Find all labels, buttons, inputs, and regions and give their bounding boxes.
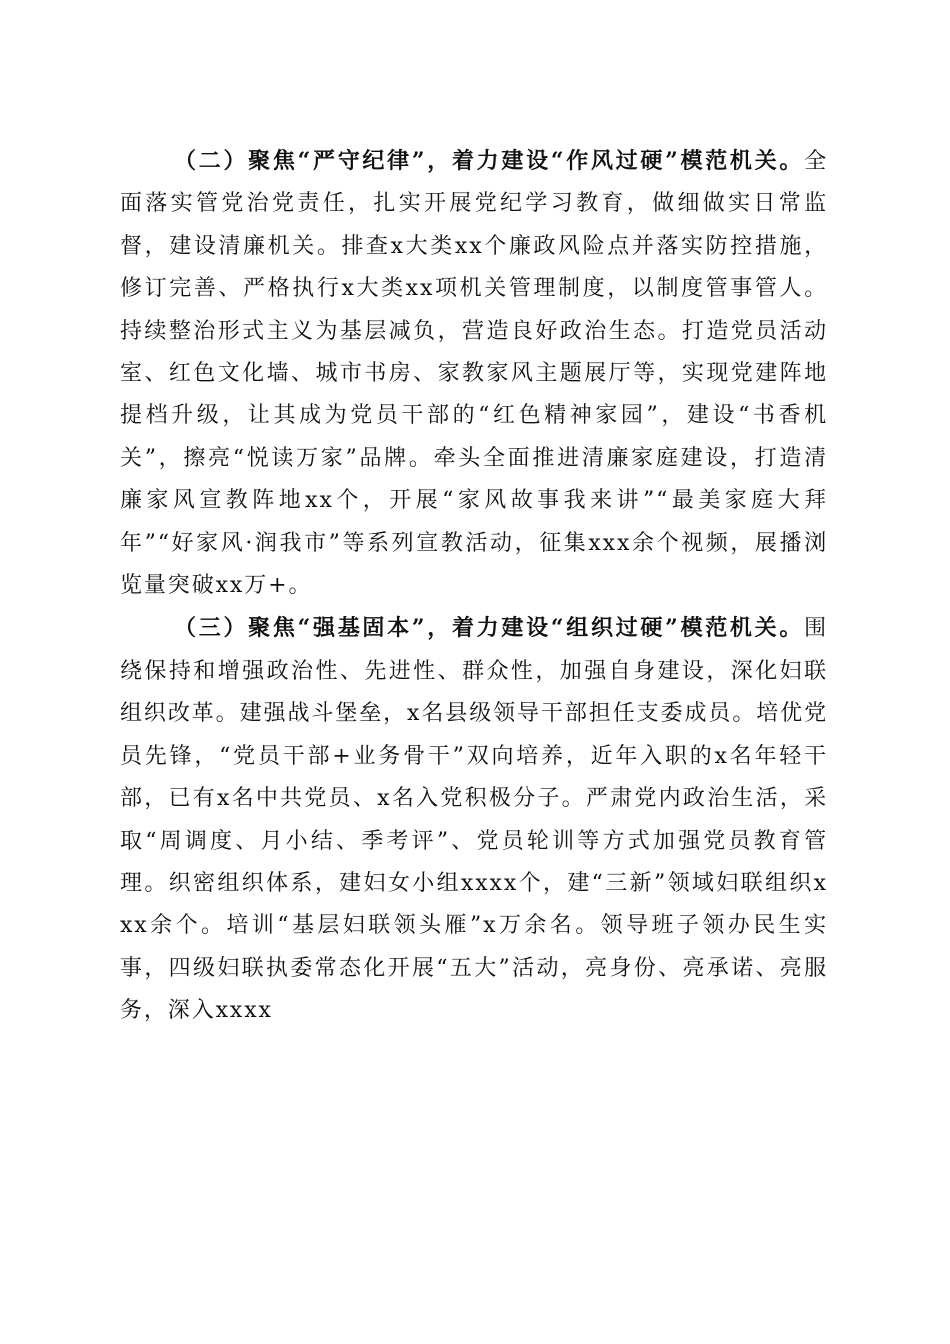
- paragraph-heading: （二）聚焦“严守纪律”，着力建设“作风过硬”模范机关。: [174, 148, 805, 174]
- paragraph-heading: （三）聚焦“强基固本”，着力建设“组织过硬”模范机关。: [174, 615, 805, 642]
- paragraph-discipline: [120, 140, 828, 607]
- paragraph-text: 全面落实管党治党责任，扎实开展党纪学习教育，做细做实日常监督，建设清廉机关。排查x大类xx个廉政风险点并落实防控措施，修订完善、严格执行x大类xx项机关管理制度，以制度管事管人。持续整治形式主义为基层减负，营造良好政治生态。打造党员活动室、红色文化墙、城市书房、家教家风主题展厅等，实现党建阵地提档升级，让其成为党员干部的“红色精神家园”，建设“书香机关”，擦亮“悦读万家”品牌。牵头全面推进清廉家庭建设，打造清廉家风宣教阵地xx个，开展“家风故事我来讲”“最美家庭大拜年”“好家风·润我市”等系列宣教活动，征集xxx余个视频，展播浏览量突破xx万+。: [120, 149, 828, 599]
- document-body: [120, 140, 828, 1033]
- paragraph-text: 围绕保持和增强政治性、先进性、群众性，加强自身建设，深化妇联组织改革。建强战斗堡垒，x名县级领导干部担任支委成员。培优党员先锋，“党员干部+业务骨干”双向培养，近年入职的x名年轻干部，已有x名中共党员、x名入党积极分子。严肃党内政治生活，采取“周调度、月小结、季考评”、党员轮训等方式加强党员教育管理。织密组织体系，建妇女小组xxxx个，建“三新”领域妇联组织xxx余个。培训“基层妇联领头雁”x万余名。领导班子领办民生实事，四级妇联执委常态化开展“五大”活动，亮身份、亮承诺、亮服务，深入xxxx: [120, 616, 828, 1024]
- paragraph-organization: [120, 607, 828, 1032]
